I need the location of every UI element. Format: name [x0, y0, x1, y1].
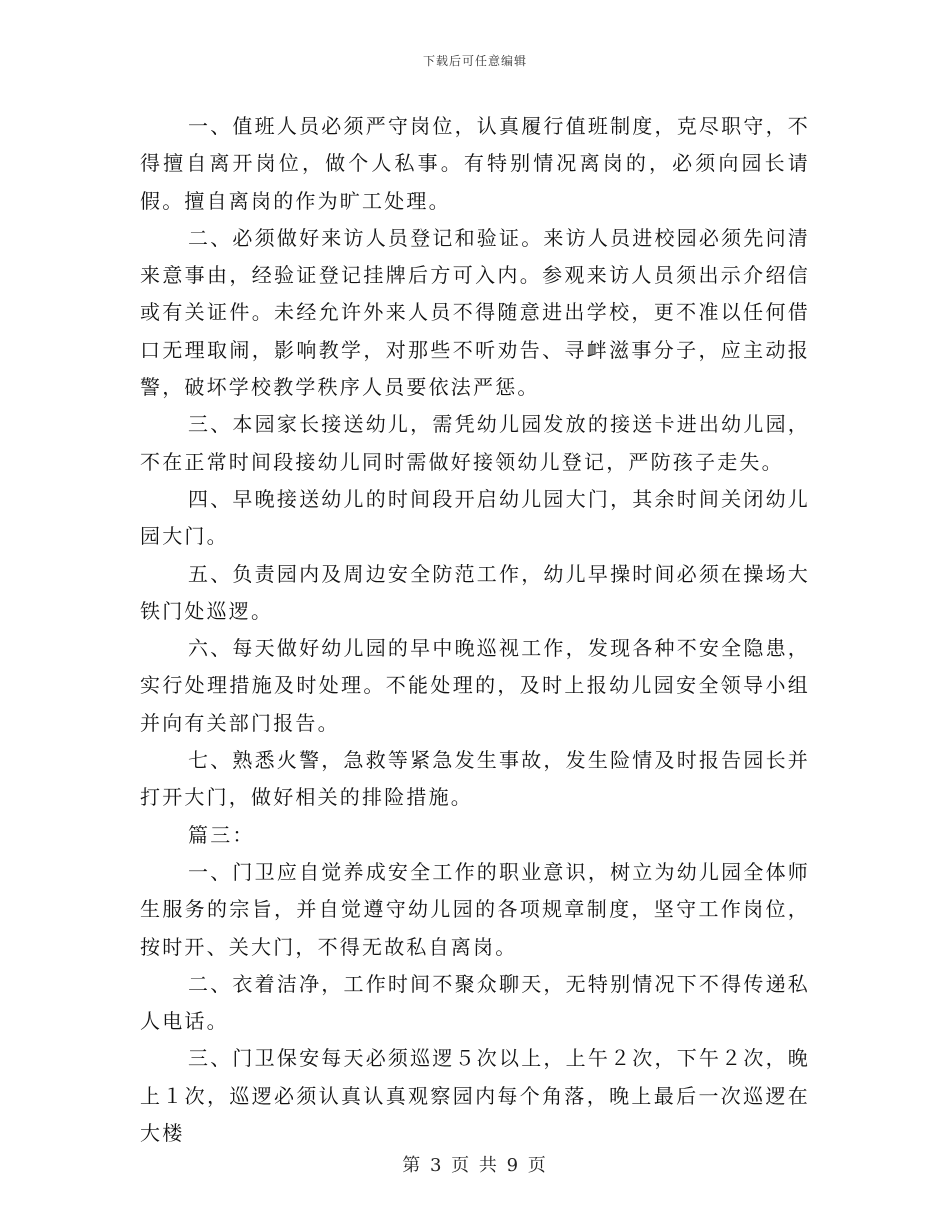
page-number: 第 3 页 共 9 页	[402, 1155, 548, 1176]
paragraph-10: 三、门卫保安每天必须巡逻５次以上，上午２次，下午２次，晚上１次，巡逻必须认真认真观察园内每个角落，晚上最后一次巡逻在大楼	[140, 1046, 810, 1146]
page-header: 下载后可任意编辑	[422, 54, 527, 68]
document-body	[140, 108, 810, 1152]
paragraph-3: 三、本园家长接送幼儿，需凭幼儿园发放的接送卡进出幼儿园，不在正常时间段接幼儿同时需做好接领幼儿登记，严防孩子走失。	[140, 412, 810, 474]
paragraph-7: 七、熟悉火警，急救等紧急发生事故，发生险情及时报告园长并打开大门，做好相关的排险措施。	[140, 748, 810, 810]
paragraph-5: 五、负责园内及周边安全防范工作，幼儿早操时间必须在操场大铁门处巡逻。	[140, 561, 810, 623]
paragraph-2: 二、必须做好来访人员登记和验证。来访人员进校园必须先问清来意事由，经验证登记挂牌后方可入内。参观来访人员须出示介绍信或有关证件。未经允许外来人员不得随意进出学校，更不准以任何借口无理取闹，影响教学，对那些不听劝告、寻衅滋事分子，应主动报警，破坏学校教学秩序人员要依法严惩。	[140, 225, 810, 400]
paragraph-1: 一、值班人员必须严守岗位，认真履行值班制度，克尽职守，不得擅自离开岗位，做个人私事。有特别情况离岗的，必须向园长请假。擅自离岗的作为旷工处理。	[140, 114, 810, 213]
paragraph-8: 一、门卫应自觉养成安全工作的职业意识，树立为幼儿园全体师生服务的宗旨，并自觉遵守幼儿园的各项规章制度，坚守工作岗位，按时开、关大门，不得无故私自离岗。	[140, 859, 810, 959]
section-heading: 篇三：	[188, 822, 255, 847]
paragraph-6: 六、每天做好幼儿园的早中晚巡视工作，发现各种不安全隐患，实行处理措施及时处理。不能处理的，及时上报幼儿园安全领导小组并向有关部门报告。	[140, 636, 810, 735]
paragraph-9: 二、衣着洁净，工作时间不聚众聊天，无特别情况下不得传递私人电话。	[140, 971, 810, 1034]
paragraph-4: 四、早晚接送幼儿的时间段开启幼儿园大门，其余时间关闭幼儿园大门。	[140, 486, 810, 549]
